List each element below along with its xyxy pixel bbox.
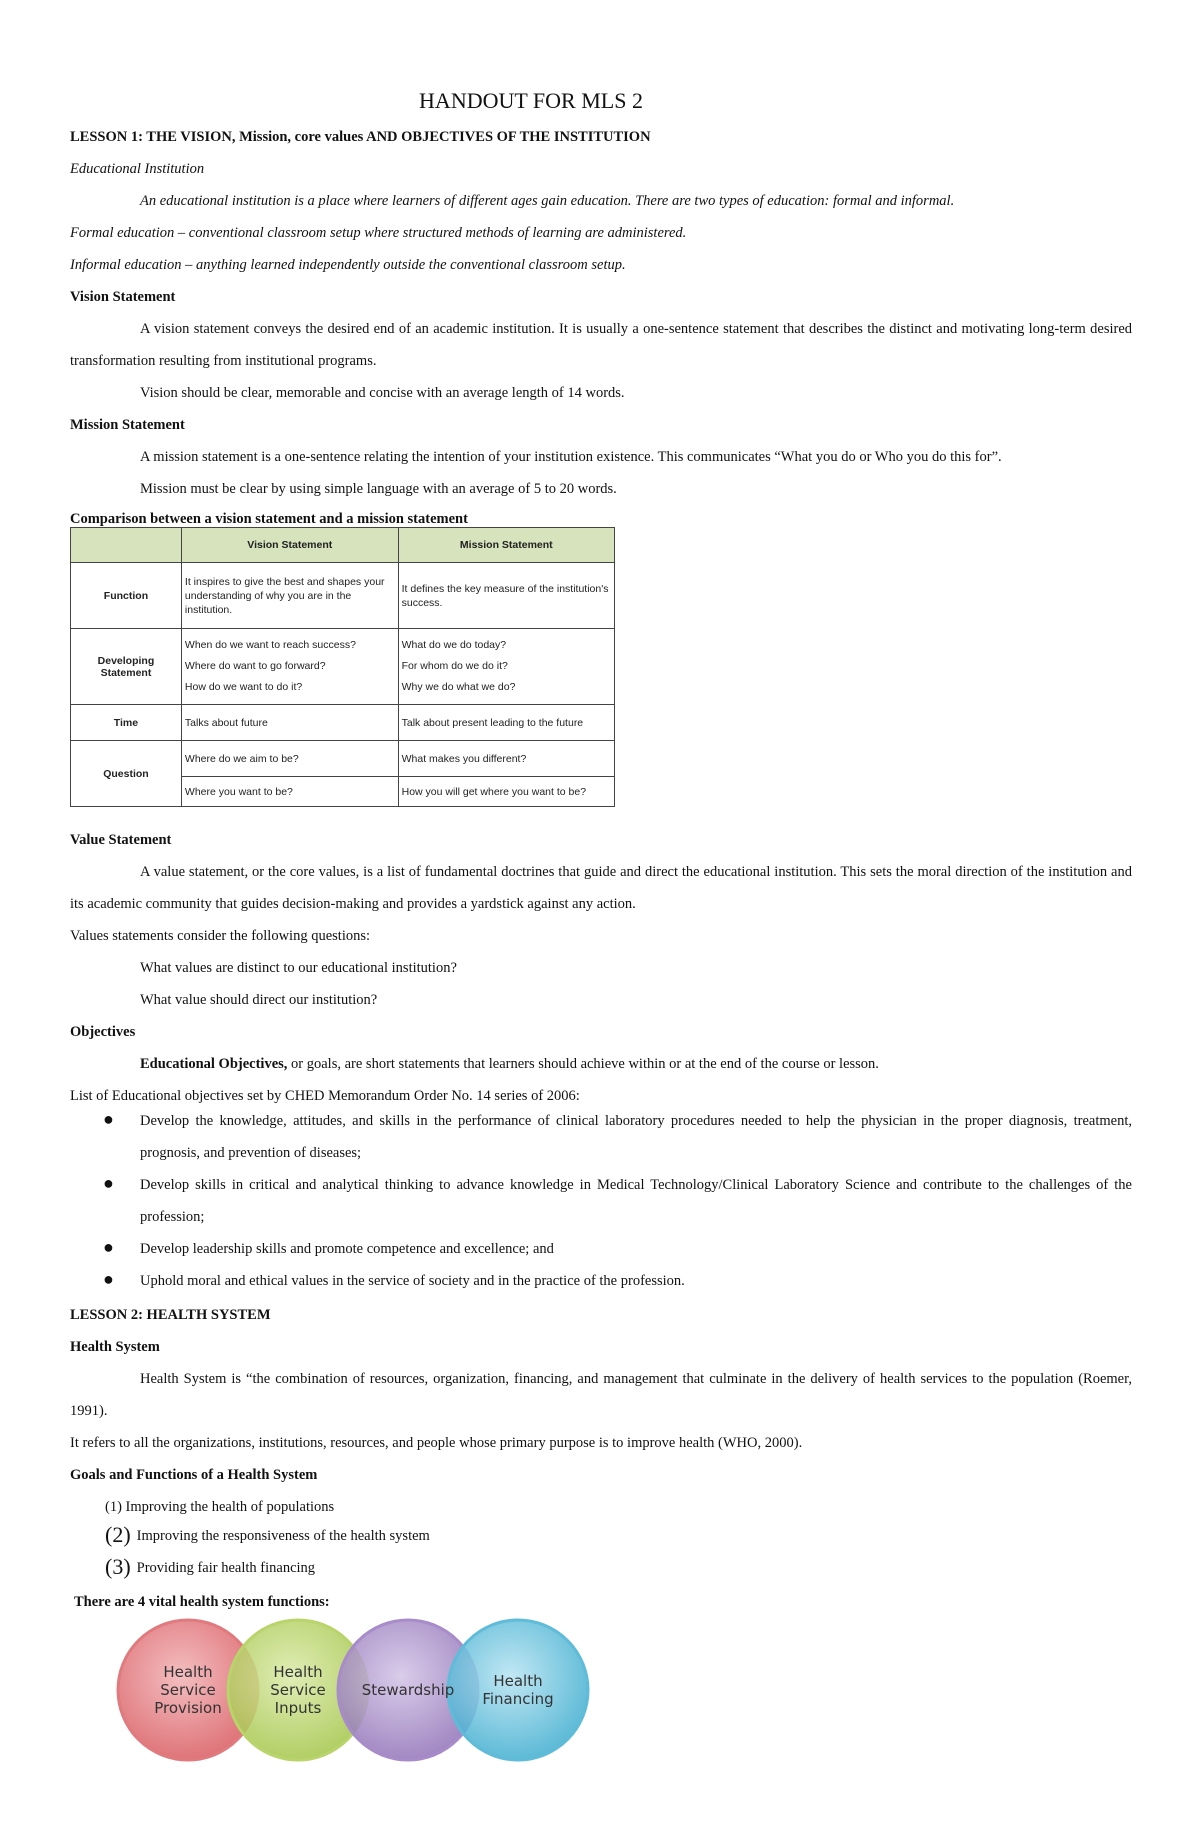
- mission-length-note: Mission must be clear by using simple language with an average of 5 to 20 words.: [140, 481, 617, 497]
- goal-3-number: (3): [105, 1554, 131, 1579]
- table-row-time: [71, 705, 615, 741]
- goal-2-text: Improving the responsiveness of the health system: [136, 1528, 430, 1544]
- vision-paragraph: A vision statement conveys the desired end of an academic institution. It is usually a one-sentence statement that describes the distinct and motivating long-term desired transformation resulting from institutional programs.: [70, 321, 1132, 369]
- developing-mission-q3: Why we do what we do?: [401, 681, 516, 693]
- vision-length-note: Vision should be clear, memorable and concise with an average length of 14 words.: [140, 385, 625, 401]
- function-circle-1-label: Provision: [154, 1699, 222, 1717]
- lesson1-heading: LESSON 1: THE VISION, Mission, core values AND OBJECTIVES OF THE INSTITUTION: [70, 129, 651, 145]
- time-mission-cell: Talk about present leading to the future: [398, 705, 614, 741]
- goal-item-1: [105, 1498, 334, 1516]
- objective-item-4: Uphold moral and ethical values in the service of society and in the practice of the profession.: [140, 1273, 685, 1289]
- function-circle-3-label: Stewardship: [361, 1681, 455, 1699]
- question-vision-cell-2: Where you want to be?: [181, 777, 398, 807]
- function-circle-1-label: Service: [160, 1681, 216, 1699]
- goal-item-3: [105, 1554, 316, 1579]
- functions-heading: There are 4 vital health system functions:: [74, 1594, 330, 1610]
- goal-1-number: (1): [105, 1499, 122, 1515]
- question-mission-cell-2: How you will get where you want to be?: [398, 777, 614, 807]
- row-label-question: Question: [71, 741, 182, 807]
- function-circle-1-label: Health: [163, 1663, 213, 1681]
- function-mission-cell: It defines the key measure of the institution's success.: [398, 563, 614, 629]
- vision-heading: Vision Statement: [70, 289, 176, 305]
- lesson2-heading: LESSON 2: HEALTH SYSTEM: [70, 1307, 271, 1323]
- developing-mission-q1: What do we do today?: [401, 639, 507, 651]
- page-title: HANDOUT FOR MLS 2: [419, 88, 643, 113]
- function-circle-2-label: Service: [270, 1681, 326, 1699]
- function-vision-cell: It inspires to give the best and shapes your understanding of why you are in the institution.: [181, 563, 398, 629]
- question-mission-cell-1: What makes you different?: [398, 741, 614, 777]
- value-question-2: What value should direct our institution?: [140, 992, 378, 1008]
- table-header-empty: [71, 528, 182, 563]
- function-circle-4-label: Financing: [482, 1690, 554, 1708]
- goal-3-text: Providing fair health financing: [136, 1560, 316, 1576]
- edu-inst-text: An educational institution is a place where learners of different ages gain education. There are two types of education: formal and informal.: [140, 193, 955, 209]
- health-system-definition: Health System is “the combination of resources, organization, financing, and management that culminate in the delivery of health services to the population (Roemer, 1991).: [70, 1371, 1132, 1419]
- row-label-time: Time: [71, 705, 182, 741]
- table-header-row: [71, 528, 615, 563]
- function-circle-2-label: Inputs: [274, 1699, 322, 1717]
- developing-vision-q1: When do we want to reach success?: [184, 639, 356, 651]
- mission-paragraph: A mission statement is a one-sentence relating the intention of your institution existence. This communicates “What you do or Who you do this for”.: [140, 449, 1002, 465]
- bullet-marker: ●: [103, 1269, 114, 1289]
- comparison-table: [70, 527, 615, 807]
- row-label-function: Function: [71, 563, 182, 629]
- goals-heading: Goals and Functions of a Health System: [70, 1467, 318, 1483]
- table-row-question-1: [71, 741, 615, 777]
- developing-mission-cell: [398, 629, 614, 705]
- ched-intro: List of Educational objectives set by CHED Memorandum Order No. 14 series of 2006:: [70, 1088, 580, 1104]
- value-paragraph: A value statement, or the core values, is a list of fundamental doctrines that guide and direct the educational institution. This sets the moral direction of the institution and its academic community that guides decision-making and provides a yardstick against any action.: [70, 864, 1132, 912]
- value-question-1: What values are distinct to our educational institution?: [140, 960, 457, 976]
- goal-2-number: (2): [105, 1522, 131, 1547]
- function-circle-4-label: Health: [493, 1672, 543, 1690]
- value-heading: Value Statement: [70, 832, 172, 848]
- informal-education-text: Informal education – anything learned independently outside the conventional classroom setup.: [70, 257, 626, 273]
- developing-vision-q3: How do we want to do it?: [184, 681, 303, 693]
- developing-vision-cell: [181, 629, 398, 705]
- health-system-who: It refers to all the organizations, institutions, resources, and people whose primary purpose is to improve health (WHO, 2000).: [70, 1435, 803, 1451]
- edu-inst-label: Educational Institution: [70, 161, 205, 177]
- function-circle-2-label: Health: [273, 1663, 323, 1681]
- health-system-heading: Health System: [70, 1339, 160, 1355]
- developing-mission-q2: For whom do we do it?: [401, 660, 508, 672]
- bullet-marker: ●: [103, 1173, 114, 1193]
- objectives-heading: Objectives: [70, 1024, 136, 1040]
- goal-1-text: Improving the health of populations: [125, 1499, 335, 1515]
- comparison-heading: Comparison between a vision statement and a mission statement: [70, 511, 468, 527]
- question-vision-cell-1: Where do we aim to be?: [181, 741, 398, 777]
- bullet-marker: ●: [103, 1237, 114, 1257]
- health-functions-diagram: [108, 1610, 608, 1770]
- bullet-marker: ●: [103, 1109, 114, 1129]
- objective-item-1: Develop the knowledge, attitudes, and skills in the performance of clinical laboratory procedures needed to help the physician in the proper diagnosis, treatment, prognosis, and prevention of diseases;: [140, 1113, 1132, 1161]
- table-header-vision: Vision Statement: [181, 528, 398, 563]
- table-row-developing: [71, 629, 615, 705]
- objectives-definition-rest: or goals, are short statements that learners should achieve within or at the end of the course or lesson.: [287, 1056, 879, 1072]
- time-vision-cell: Talks about future: [181, 705, 398, 741]
- developing-vision-q2: Where do want to go forward?: [184, 660, 326, 672]
- row-label-developing: Developing Statement: [71, 629, 182, 705]
- objectives-term: Educational Objectives,: [140, 1056, 288, 1072]
- table-row-function: [71, 563, 615, 629]
- formal-education-text: Formal education – conventional classroom setup where structured methods of learning are administered.: [70, 225, 687, 241]
- objectives-definition: [140, 1055, 879, 1073]
- objective-item-2: Develop skills in critical and analytical thinking to advance knowledge in Medical Technology/Clinical Laboratory Science and contribute to the challenges of the profession;: [140, 1177, 1132, 1225]
- table-header-mission: Mission Statement: [398, 528, 614, 563]
- objective-item-3: Develop leadership skills and promote competence and excellence; and: [140, 1241, 554, 1257]
- goal-item-2: [105, 1522, 430, 1547]
- value-intro: Values statements consider the following questions:: [70, 928, 371, 944]
- mission-heading: Mission Statement: [70, 417, 185, 433]
